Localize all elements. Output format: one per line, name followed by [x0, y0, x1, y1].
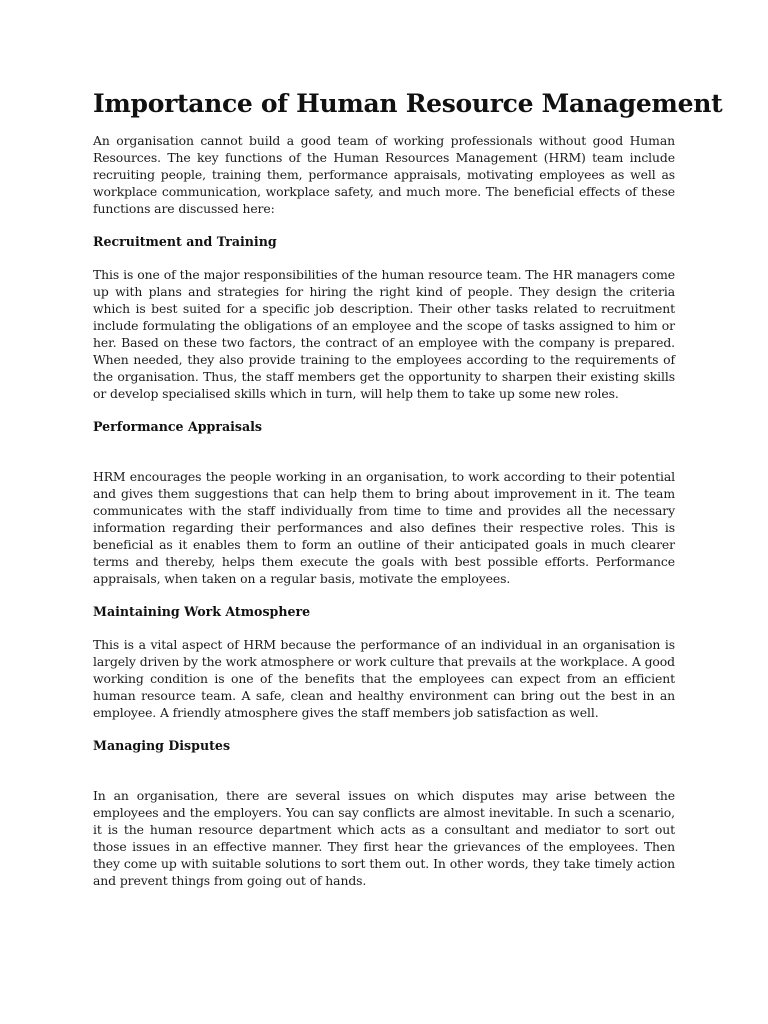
document-title: Importance of Human Resource Management — [93, 89, 723, 118]
section-heading-disputes: Managing Disputes — [93, 738, 231, 753]
section-body-disputes: In an organisation, there are several issues on which disputes may arise between the employees and the employers. You can say conflicts are almost inevitable. In such a scenario, it is the human resource department which acts as a consultant and mediator to sort out those issues in an effective manner. They first hear the grievances of the employees. Then they come up with suitable solutions to sort them out. In other words, they take timely action and prevent things from going out of hands. — [93, 788, 675, 888]
spacer — [93, 754, 675, 787]
spacer — [93, 620, 675, 636]
intro-paragraph: An organisation cannot build a good team of working professionals without good Human Resources. The key functions of the Human Resources Management (HRM) team include recruiting people, training them, performance appraisals, motivating employees as well as workplace communication, workplace safety, and much more. The beneficial effects of these functions are discussed here: — [93, 133, 675, 216]
section-body-performance: HRM encourages the people working in an organisation, to work according to their potential and gives them suggestions that can help them to bring about improvement in it. The team communicates with the staff individually from time to time and provides all the necessary information regarding their performances and also defines their respective roles. This is beneficial as it enables them to form an outline of their anticipated goals in much clearer terms and thereby, helps them execute the goals with best possible efforts. Performance appraisals, when taken on a regular basis, motivate the employees. — [93, 469, 675, 586]
spacer — [93, 250, 675, 266]
spacer — [93, 217, 675, 233]
section-heading-recruitment: Recruitment and Training — [93, 234, 277, 249]
section-heading-work-atmosphere: Maintaining Work Atmosphere — [93, 604, 311, 619]
section-body-recruitment: This is one of the major responsibilities of the human resource team. The HR managers come up with plans and strategies for hiring the right kind of people. They design the criteria which is best suited for a specific job description. Their other tasks related to recruitment include formulating the obligations of an employee and the scope of tasks assigned to him or her. Based on these two factors, the contract of an employee with the company is prepared. When needed, they also provide training to the employees according to the requirements of the organisation. Thus, the staff members get the opportunity to sharpen their existing skills or develop specialised skills which in turn, will help them to take up some new roles. — [93, 267, 675, 401]
spacer — [93, 721, 675, 737]
section-body-work-atmosphere: This is a vital aspect of HRM because the performance of an individual in an organisation is largely driven by the work atmosphere or work culture that prevails at the workplace. A good working condition is one of the benefits that the employees can expect from an efficient human resource team. A safe, clean and healthy environment can bring out the best in an employee. A friendly atmosphere gives the staff members job satisfaction as well. — [93, 637, 675, 720]
document-page — [93, 86, 723, 889]
spacer — [93, 435, 675, 468]
section-heading-performance: Performance Appraisals — [93, 419, 263, 434]
spacer — [93, 587, 675, 603]
spacer — [93, 402, 675, 418]
